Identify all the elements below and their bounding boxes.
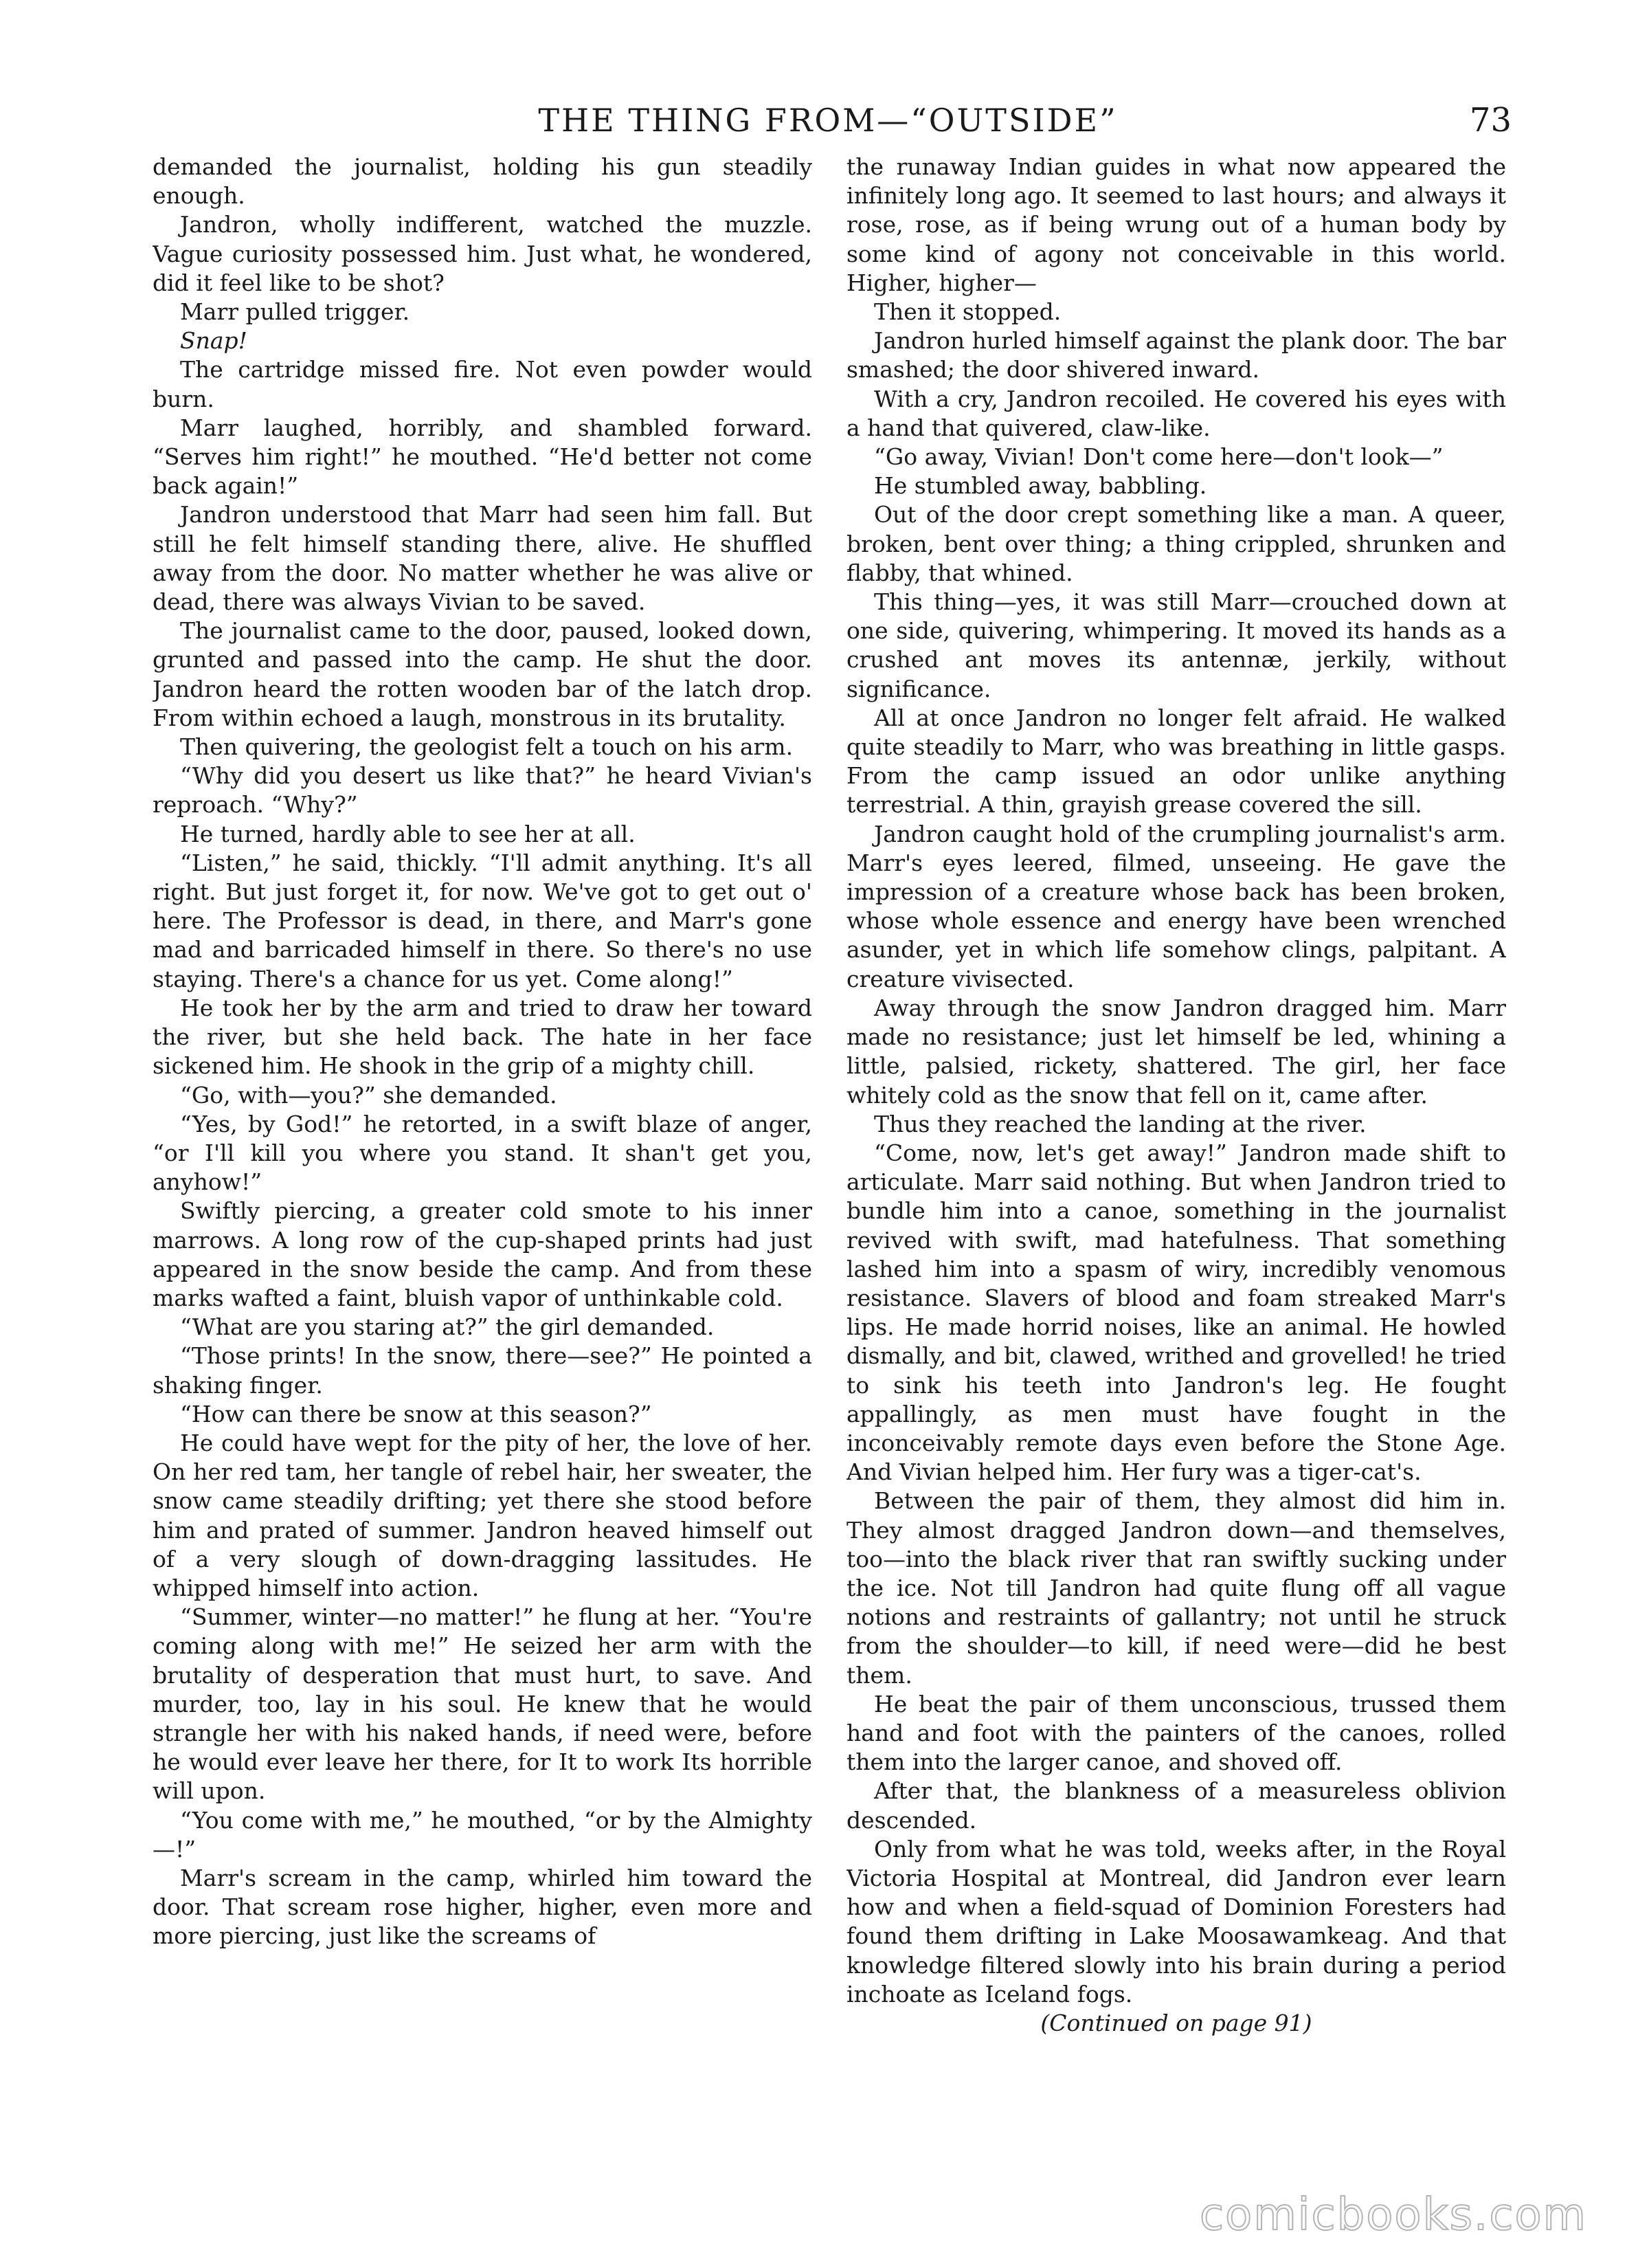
paragraph: demanded the journalist, holding his gun steadily enough. xyxy=(153,153,812,210)
left-column xyxy=(153,153,812,2118)
paragraph: After that, the blankness of a measureless oblivion descended. xyxy=(846,1777,1506,1834)
paragraph: “Come, now, let's get away!” Jandron made shift to articulate. Marr said nothing. But when Jandron tried to bundle him into a canoe, something in the journalist revived with swift, mad hatefulness. That something lashed him into a spasm of wiry, incredibly venomous resistance. Slavers of blood and foam streaked Marr's lips. He made horrid noises, like an animal. He howled dismally, and bit, clawed, writhed and grovelled! he tried to sink his teeth into Jandron's leg. He fought appallingly, as men must have fought in the inconceivably remote days even before the Stone Age. And Vivian helped him. Her fury was a tiger-cat's. xyxy=(846,1139,1506,1486)
paragraph: The cartridge missed fire. Not even powder would burn. xyxy=(153,356,812,412)
page-number: 73 xyxy=(1469,101,1512,140)
paragraph: Thus they reached the landing at the river. xyxy=(874,1110,1367,1137)
paragraph: Only from what he was told, weeks after, in the Royal Victoria Hospital at Montreal, did Jandron ever learn how and when a field-squad of Dominion Foresters had found them drifting in Lake Moosawamkeag. And that knowledge filtered slowly into his brain during a period inchoate as Iceland fogs. xyxy=(846,1835,1506,2008)
paragraph: “Those prints! In the snow, there—see?” He pointed a shaking finger. xyxy=(153,1342,812,1399)
paragraph: Marr pulled trigger. xyxy=(180,298,410,326)
paragraph: “Summer, winter—no matter!” he flung at her. “You're coming along with me!” He seized her arm with the brutality of desperation that must hurt, to save. And murder, too, lay in his soul. He knew that he would strangle her with his naked hands, if need were, before he would ever leave her there, for It to work Its horrible will upon. xyxy=(153,1603,812,1805)
paragraph: Between the pair of them, they almost did him in. They almost dragged Jandron down—and themselves, too—into the black river that ran swiftly sucking under the ice. Not till Jandron had quite flung off all vague notions and restraints of gallantry; not until he struck from the shoulder—to kill, if need were—did he best them. xyxy=(846,1487,1506,1689)
paragraph: “Why did you desert us like that?” he heard Vivian's reproach. “Why?” xyxy=(153,762,812,819)
paragraph: Jandron hurled himself against the plank door. The bar smashed; the door shivered inward. xyxy=(846,327,1506,383)
right-column xyxy=(846,153,1506,2139)
paragraph: “What are you staring at?” the girl demanded. xyxy=(180,1313,715,1341)
watermark-logo: comicbooks.com xyxy=(1199,2190,1587,2241)
page-header xyxy=(144,96,1512,151)
paragraph: Jandron understood that Marr had seen him fall. But still he felt himself standing there, alive. He shuffled away from the door. No matter whether he was alive or dead, there was always Vivian to be saved. xyxy=(153,501,812,616)
paragraph: With a cry, Jandron recoiled. He covered his eyes with a hand that quivered, claw-like. xyxy=(846,385,1506,441)
paragraph: “How can there be snow at this season?” xyxy=(180,1400,652,1427)
paragraph: Then it stopped. xyxy=(874,298,1062,326)
paragraph: The journalist came to the door, paused, looked down, grunted and passed into the camp. He shut the door. Jandron heard the rotten wooden bar of the latch drop. From within echoed a laugh, monstrous in its brutality. xyxy=(153,617,812,731)
paragraph: “You come with me,” he mouthed, “or by the Almighty—!” xyxy=(153,1806,812,1863)
running-title: THE THING FROM—“OUTSIDE” xyxy=(538,102,1118,139)
paragraph: Jandron caught hold of the crumpling journalist's arm. Marr's eyes leered, filmed, unseeing. He gave the impression of a creature whose back has been broken, whose whole essence and energy have been wrenched asunder, yet in which life somehow clings, palpitant. A creature vivisected. xyxy=(846,820,1506,992)
paragraph: Swiftly piercing, a greater cold smote to his inner marrows. A long row of the cup-shaped prints had just appeared in the snow beside the camp. And from these marks wafted a faint, bluish vapor of unthinkable cold. xyxy=(153,1197,812,1311)
paragraph: Marr's scream in the camp, whirled him toward the door. That scream rose higher, higher, even more and more piercing, just like the screams of xyxy=(153,1864,812,1950)
paragraph: Jandron, wholly indifferent, watched the muzzle. Vague curiosity possessed him. Just what, he wondered, did it feel like to be shot? xyxy=(153,211,812,296)
paragraph: He stumbled away, babbling. xyxy=(874,472,1207,500)
paragraph: All at once Jandron no longer felt afraid. He walked quite steadily to Marr, who was breathing in little gasps. From the camp issued an odor unlike anything terrestrial. A thin, grayish grease covered the sill. xyxy=(846,704,1506,819)
paragraph: Away through the snow Jandron dragged him. Marr made no resistance; just let himself be led, whining a little, palsied, rickety, shattered. The girl, her face whitely cold as the snow that fell on it, came after. xyxy=(846,994,1506,1109)
continued-note: (Continued on page 91) xyxy=(1040,2010,1312,2036)
paragraph: He could have wept for the pity of her, the love of her. On her red tam, her tangle of rebel hair, her sweater, the snow came steadily drifting; yet there she stood before him and prated of summer. Jandron heaved himself out of a very slough of down-dragging lassitudes. He whipped himself into action. xyxy=(153,1429,812,1601)
paragraph: Out of the door crept something like a man. A queer, broken, bent over thing; a thing crippled, shrunken and flabby, that whined. xyxy=(846,501,1506,586)
paragraph: He beat the pair of them unconscious, trussed them hand and foot with the painters of the canoes, rolled them into the larger canoe, and shoved off. xyxy=(846,1690,1506,1776)
paragraph: Then quivering, the geologist felt a touch on his arm. xyxy=(180,733,794,761)
paragraph: Snap! xyxy=(180,327,247,355)
paragraph: “Go away, Vivian! Don't come here—don't look—” xyxy=(874,443,1444,471)
paragraph: the runaway Indian guides in what now appeared the infinitely long ago. It seemed to last hours; and always it rose, rose, as if being wrung out of a human body by some kind of agony not conceivable in this world. Higher, higher— xyxy=(846,153,1506,296)
paragraph: “Yes, by God!” he retorted, in a swift blaze of anger, “or I'll kill you where you stand. It shan't get you, anyhow!” xyxy=(153,1110,812,1196)
paragraph: “Listen,” he said, thickly. “I'll admit anything. It's all right. But just forget it, for now. We've got to get out o' here. The Professor is dead, in there, and Marr's gone mad and barricaded himself in there. So there's no use staying. There's a chance for us yet. Come along!” xyxy=(153,849,812,992)
paragraph: He took her by the arm and tried to draw her toward the river, but she held back. The hate in her face sickened him. He shook in the grip of a mighty chill. xyxy=(153,994,812,1080)
paragraph: “Go, with—you?” she demanded. xyxy=(180,1081,557,1109)
paragraph: He turned, hardly able to see her at all. xyxy=(180,820,636,847)
paragraph: Marr laughed, horribly, and shambled forward. “Serves him right!” he mouthed. “He'd better not come back again!” xyxy=(153,414,812,500)
paragraph: This thing—yes, it was still Marr—crouched down at one side, quivering, whimpering. It moved its hands as a crushed ant moves its antennæ, jerkily, without significance. xyxy=(846,588,1506,702)
